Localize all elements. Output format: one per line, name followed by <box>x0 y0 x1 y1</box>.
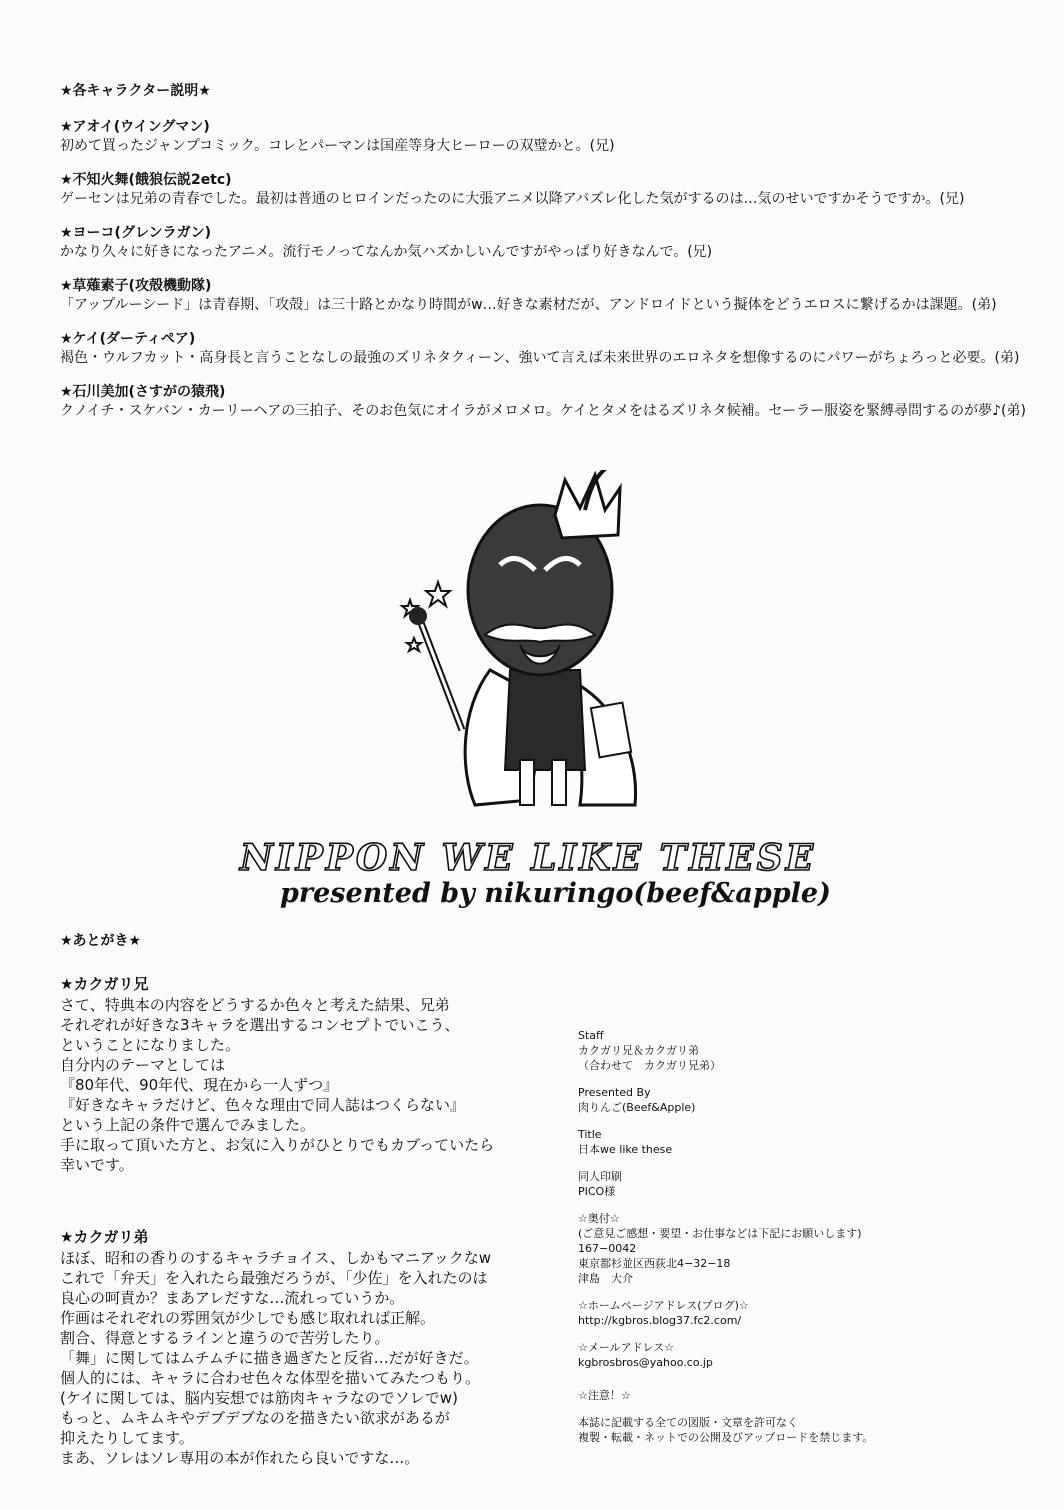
character-entry <box>60 171 1020 209</box>
staff-combined: （合わせて カクガリ兄弟） <box>578 1059 721 1072</box>
afterword-line: という上記の条件で選んでみました。 <box>60 1116 316 1134</box>
character-desc: 初めて買ったジャンプコミック。コレとパーマンは国産等身大ヒーローの双璧かと。(兄) <box>60 138 615 154</box>
afterword-line: 自分内のテーマとしては <box>60 1056 226 1074</box>
mail-label: ☆メールアドレス☆ <box>578 1341 675 1354</box>
character-name: ★ケイ(ダーティペア) <box>60 331 196 347</box>
afterword-line: さて、特典本の内容をどうするか色々と考えた結果、兄弟 <box>60 996 450 1014</box>
character-entry <box>60 224 1020 262</box>
colophon <box>578 1028 978 1445</box>
character-name: ★アオイ(ウイングマン) <box>60 119 210 135</box>
afterword-line: 割合、得意とするラインと違うので苦労したり。 <box>60 1329 390 1347</box>
afterword-heading: ★あとがき★ <box>60 933 142 949</box>
print-value: PICO様 <box>578 1185 616 1198</box>
character-name: ★草薙素子(攻殻機動隊) <box>60 278 212 294</box>
character-name: ★石川美加(さすがの猿飛) <box>60 384 226 400</box>
author-ani-name: ★カクガリ兄 <box>60 975 149 993</box>
mail-address: kgbrosbros@yahoo.co.jp <box>578 1356 713 1369</box>
afterword-line: 『80年代、90年代、現在から一人ずつ』 <box>60 1076 339 1094</box>
crown-icon <box>555 470 620 538</box>
character-desc: ゲーセンは兄弟の青春でした。最初は普通のヒロインだったのに大張アニメ以降アバズレ化した気がするのは…気のせいですかそうですか。(兄) <box>60 191 965 207</box>
king-mascot-illustration <box>380 470 800 830</box>
okuzuke-note: (ご意見ご感想・要望・お仕事などは下記にお願いします) <box>578 1227 862 1240</box>
notice-label: ☆注意！☆ <box>578 1389 631 1402</box>
presented-label: Presented By <box>578 1086 651 1099</box>
character-name: ★ヨーコ(グレンラガン) <box>60 225 211 241</box>
character-name: ★不知火舞(餓狼伝説2etc) <box>60 172 232 188</box>
afterword-line: ほぼ、昭和の香りのするキャラチョイス、しかもマニアックなw <box>60 1249 492 1267</box>
logo-subtitle: presented by nikuringo(beef&apple) <box>280 878 831 909</box>
notice-line: 複製・転載・ネットでの公開及びアップロードを禁じます。 <box>578 1431 874 1444</box>
character-entry <box>60 118 1020 156</box>
homepage-url: http://kgbros.blog37.fc2.com/ <box>578 1314 742 1327</box>
logo-title: NIPPON WE LIKE THESE <box>240 837 817 879</box>
afterword <box>60 930 540 1468</box>
afterword-line: それぞれが好きな3キャラを選出するコンセプトでいこう、 <box>60 1016 460 1034</box>
author-otouto-name: ★カクガリ弟 <box>60 1228 149 1246</box>
title-label: Title <box>578 1128 602 1141</box>
afterword-line: 幸いです。 <box>60 1156 134 1174</box>
afterword-line: 『好きなキャラだけど、色々な理由で同人誌はつくらない』 <box>60 1096 466 1114</box>
homepage-label: ☆ホームページアドレス(ブログ)☆ <box>578 1299 749 1312</box>
character-descriptions <box>60 80 1026 436</box>
afterword-line: 抑えたりしてます。 <box>60 1429 194 1447</box>
character-entry <box>60 277 1020 315</box>
afterword-line: (ケイに関しては、脳内妄想では筋肉キャラなのでソレでw) <box>60 1389 458 1407</box>
character-entry <box>60 330 1020 368</box>
character-desc: クノイチ・スケバン・カーリーヘアの三拍子、そのお色気にオイラがメロメロ。ケイとタメをはるズリネタ候補。セーラー服姿を緊縛尋問するのが夢♪(弟) <box>60 403 1026 419</box>
afterword-line: 「舞」に関してはムチムチに描き過ぎたと反省…だが好きだ。 <box>60 1349 479 1367</box>
postal-code: 167−0042 <box>578 1242 637 1255</box>
staff-names: カクガリ兄＆カクガリ弟 <box>578 1044 699 1057</box>
afterword-line: 手に取って頂いた方と、お気に入りがひとりでもカブっていたら <box>60 1136 495 1154</box>
staff-label: Staff <box>578 1029 604 1042</box>
notice-line: 本誌に記載する全ての図版・文章を許可なく <box>578 1416 798 1429</box>
contact-person: 津島 大介 <box>578 1272 633 1285</box>
afterword-line: これで「弁天」を入れたら最強だろうが、「少佐」を入れたのは <box>60 1269 488 1287</box>
character-heading: ★各キャラクター説明★ <box>60 83 211 99</box>
afterword-line: 良心の呵責か？まあアレだすな…流れっていうか。 <box>60 1289 405 1307</box>
print-label: 同人印刷 <box>578 1170 622 1183</box>
afterword-line: もっと、ムキムキやデブデブなのを描きたい欲求があるが <box>60 1409 450 1427</box>
character-entry <box>60 383 1026 421</box>
character-desc: 褐色・ウルフカット・高身長と言うことなしの最強のズリネタクィーン、強いて言えば未来世界のエロネタを想像するのにパワーがちょろっと必要。(弟) <box>60 350 1020 366</box>
title-value: 日本we like these <box>578 1143 673 1156</box>
character-desc: 「アップルーシード」は青春期、「攻殻」は三十路とかなり時間がw…好きな素材だが、アンドロイドという擬体をどうエロスに繋げるかは課題。(弟) <box>60 297 997 313</box>
character-desc: かなり久々に好きになったアニメ。流行モノってなんか気ハズかしいんですがやっぱり好きなんで。(兄) <box>60 244 713 260</box>
afterword-line: まあ、ソレはソレ専用の本が作れたら良いですな…。 <box>60 1449 420 1467</box>
afterword-line: ということになりました。 <box>60 1036 241 1054</box>
afterword-line: 個人的には、キャラに合わせ色々な体型を描いてみたつもり。 <box>60 1369 481 1387</box>
presented-value: 肉りんご(Beef&Apple) <box>578 1101 696 1114</box>
afterword-line: 作画はそれぞれの雰囲気が少しでも感じ取れれば正解。 <box>60 1309 436 1327</box>
address: 東京都杉並区西荻北4−32−18 <box>578 1257 731 1270</box>
title-logo <box>240 838 840 910</box>
okuzuke-label: ☆奥付☆ <box>578 1212 620 1225</box>
scepter <box>409 607 462 730</box>
